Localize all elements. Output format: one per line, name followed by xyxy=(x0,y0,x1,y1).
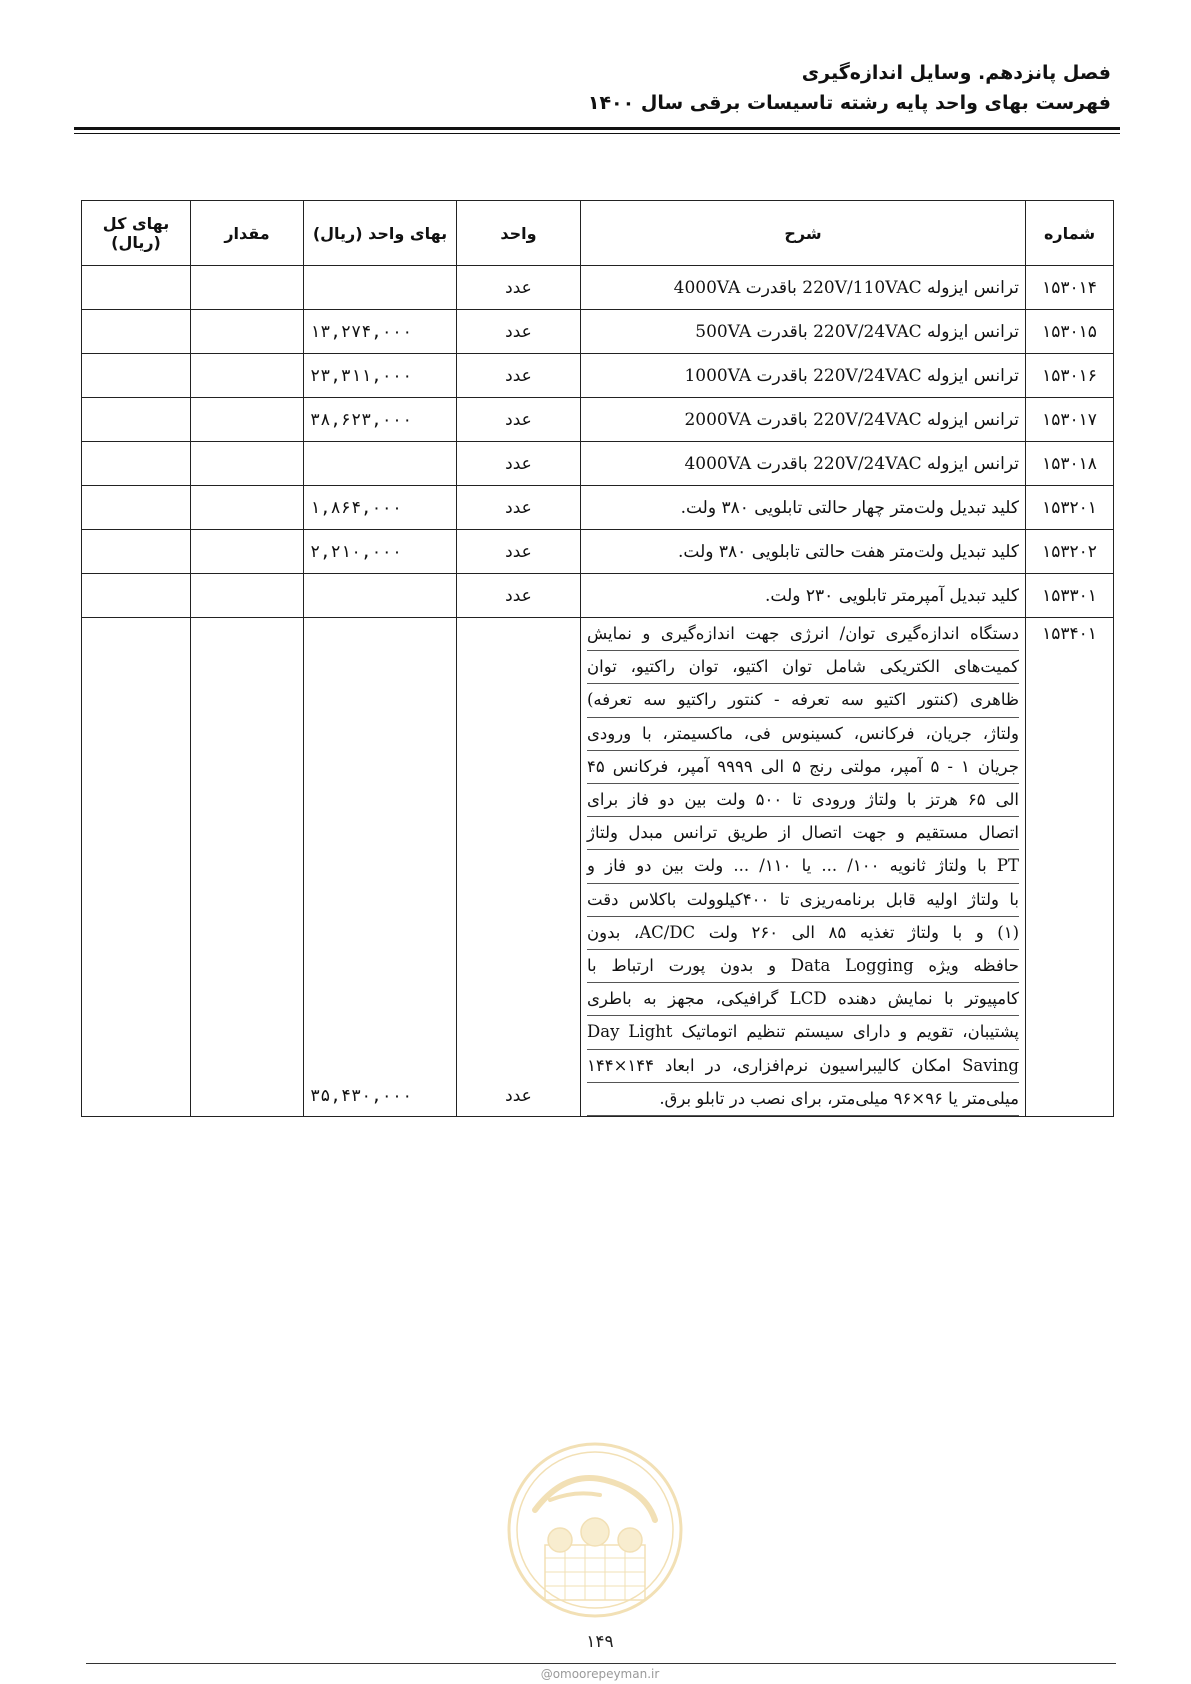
header-rule-thin xyxy=(74,133,1120,134)
row-number: ۱۵۳۴۰۱ xyxy=(1026,618,1114,1117)
row-description: ترانس ایزوله 220V/24VAC باقدرت 500VA xyxy=(581,310,1026,354)
row-number: ۱۵۳۲۰۱ xyxy=(1026,486,1114,530)
row-description: کلید تبدیل آمپرمتر تابلویی ۲۳۰ ولت. xyxy=(581,574,1026,618)
row-unit-price: ۲,۲۱۰,۰۰۰ xyxy=(304,530,457,574)
website-watermark[interactable]: @omoorepeyman.ir xyxy=(540,1667,660,1681)
row-unit: عدد xyxy=(457,354,581,398)
row-quantity xyxy=(191,618,304,1117)
description-line: پشتیبان، تقویم و دارای سیستم تنظیم اتوماتیک Day Light xyxy=(587,1016,1019,1049)
row-number: ۱۵۳۳۰۱ xyxy=(1026,574,1114,618)
row-unit-price: ۳۸,۶۲۳,۰۰۰ xyxy=(304,398,457,442)
description-line: حافظه ویژه Data Logging و بدون پورت ارتباط با xyxy=(587,950,1019,983)
description-line: جریان ۱ - ۵ آمپر، مولتی رنج ۵ الی ۹۹۹۹ آمپر، فرکانس ۴۵ xyxy=(587,751,1019,784)
header-rule-thick xyxy=(74,127,1120,130)
description-line: کمیت‌های الکتریکی شامل توان اکتیو، توان راکتیو، توان xyxy=(587,651,1019,684)
row-description: ترانس ایزوله 220V/24VAC باقدرت 1000VA xyxy=(581,354,1026,398)
row-number: ۱۵۳۰۱۵ xyxy=(1026,310,1114,354)
row-quantity xyxy=(191,398,304,442)
table-header-row xyxy=(82,201,1114,266)
table-row xyxy=(82,574,1114,618)
price-table xyxy=(81,200,1114,1117)
page-header xyxy=(81,58,1111,118)
row-total-price xyxy=(82,486,191,530)
description-line: (۱) و با ولتاژ تغذیه ۸۵ الی ۲۶۰ ولت AC/DC، بدون xyxy=(587,917,1019,950)
row-description: ترانس ایزوله 220V/24VAC باقدرت 4000VA xyxy=(581,442,1026,486)
chapter-title: فصل پانزدهم. وسایل اندازه‌گیری xyxy=(801,62,1111,84)
row-description: ترانس ایزوله 220V/24VAC باقدرت 2000VA xyxy=(581,398,1026,442)
table-row xyxy=(82,530,1114,574)
row-total-price xyxy=(82,618,191,1117)
table-row xyxy=(82,398,1114,442)
row-description: ترانس ایزوله 220V/110VAC باقدرت 4000VA xyxy=(581,266,1026,310)
row-unit-price: ۲۳,۳۱۱,۰۰۰ xyxy=(304,354,457,398)
row-number: ۱۵۳۲۰۲ xyxy=(1026,530,1114,574)
row-description-long xyxy=(581,618,1026,1117)
description-line: PT با ولتاژ ثانویه ۱۰۰/ ... یا ۱۱۰/ ... ولت بین دو فاز و xyxy=(587,850,1019,883)
row-number: ۱۵۳۰۱۴ xyxy=(1026,266,1114,310)
row-quantity xyxy=(191,486,304,530)
row-unit-price xyxy=(304,442,457,486)
row-unit: عدد xyxy=(457,266,581,310)
row-total-price xyxy=(82,442,191,486)
row-unit-price: ۱۳,۲۷۴,۰۰۰ xyxy=(304,310,457,354)
row-total-price xyxy=(82,398,191,442)
row-number: ۱۵۳۰۱۸ xyxy=(1026,442,1114,486)
row-unit: عدد xyxy=(457,398,581,442)
description-line: دستگاه اندازه‌گیری توان/ انرژی جهت اندازه‌گیری و نمایش xyxy=(587,618,1019,651)
row-quantity xyxy=(191,574,304,618)
row-unit: عدد xyxy=(457,310,581,354)
table-row xyxy=(82,310,1114,354)
description-line: الی ۶۵ هرتز با ولتاژ ورودی تا ۵۰۰ ولت بین دو فاز برای xyxy=(587,784,1019,817)
row-total-price xyxy=(82,530,191,574)
row-total-price xyxy=(82,574,191,618)
col-unit-price-header: بهای واحد (ریال) xyxy=(304,201,457,266)
col-description-header: شرح xyxy=(581,201,1026,266)
row-unit: عدد xyxy=(457,618,581,1117)
description-line: کامپیوتر با نمایش دهنده LCD گرافیکی، مجهز به باطری xyxy=(587,983,1019,1016)
row-quantity xyxy=(191,354,304,398)
row-quantity xyxy=(191,442,304,486)
page-number: ۱۴۹ xyxy=(586,1632,614,1652)
row-unit: عدد xyxy=(457,442,581,486)
row-number: ۱۵۳۰۱۶ xyxy=(1026,354,1114,398)
row-unit: عدد xyxy=(457,530,581,574)
description-line: میلی‌متر یا ۹۶×۹۶ میلی‌متر، برای نصب در تابلو برق. xyxy=(587,1083,1019,1116)
row-total-price xyxy=(82,354,191,398)
row-unit: عدد xyxy=(457,574,581,618)
col-number-header: شماره xyxy=(1026,201,1114,266)
row-total-price xyxy=(82,310,191,354)
row-unit-price xyxy=(304,574,457,618)
row-unit-price xyxy=(304,266,457,310)
description-line: ولتاژ، جریان، فرکانس، کسینوس فی، ماکسیمتر، با ورودی xyxy=(587,718,1019,751)
row-unit-price: ۱,۸۶۴,۰۰۰ xyxy=(304,486,457,530)
row-number: ۱۵۳۰۱۷ xyxy=(1026,398,1114,442)
table-row xyxy=(82,354,1114,398)
row-quantity xyxy=(191,530,304,574)
watermark-seal-logo xyxy=(505,1440,685,1620)
table-row xyxy=(82,486,1114,530)
description-line: اتصال مستقیم و جهت اتصال از طریق ترانس مبدل ولتاژ xyxy=(587,817,1019,850)
table-row xyxy=(82,442,1114,486)
row-quantity xyxy=(191,266,304,310)
col-unit-header: واحد xyxy=(457,201,581,266)
table-row xyxy=(82,266,1114,310)
col-quantity-header: مقدار xyxy=(191,201,304,266)
col-total-price-header: بهای کل (ریال) xyxy=(82,201,191,266)
description-line: ظاهری (کنتور اکتیو سه تعرفه - کنتور راکتیو سه تعرفه) xyxy=(587,684,1019,717)
row-description: کلید تبدیل ولت‌متر هفت حالتی تابلویی ۳۸۰ ولت. xyxy=(581,530,1026,574)
row-quantity xyxy=(191,310,304,354)
description-line: با ولتاژ اولیه قابل برنامه‌ریزی تا ۴۰۰کیلوولت باکلاس دقت xyxy=(587,884,1019,917)
document-title: فهرست بهای واحد پایه رشته تاسیسات برقی سال ۱۴۰۰ xyxy=(587,92,1111,114)
row-total-price xyxy=(82,266,191,310)
row-unit-price: ۳۵,۴۳۰,۰۰۰ xyxy=(304,618,457,1117)
table-row-long xyxy=(82,618,1114,1117)
footer-rule xyxy=(86,1663,1116,1664)
row-unit: عدد xyxy=(457,486,581,530)
description-line: Saving امکان کالیبراسیون نرم‌افزاری، در ابعاد ۱۴۴×۱۴۴ xyxy=(587,1050,1019,1083)
row-description: کلید تبدیل ولت‌متر چهار حالتی تابلویی ۳۸۰ ولت. xyxy=(581,486,1026,530)
